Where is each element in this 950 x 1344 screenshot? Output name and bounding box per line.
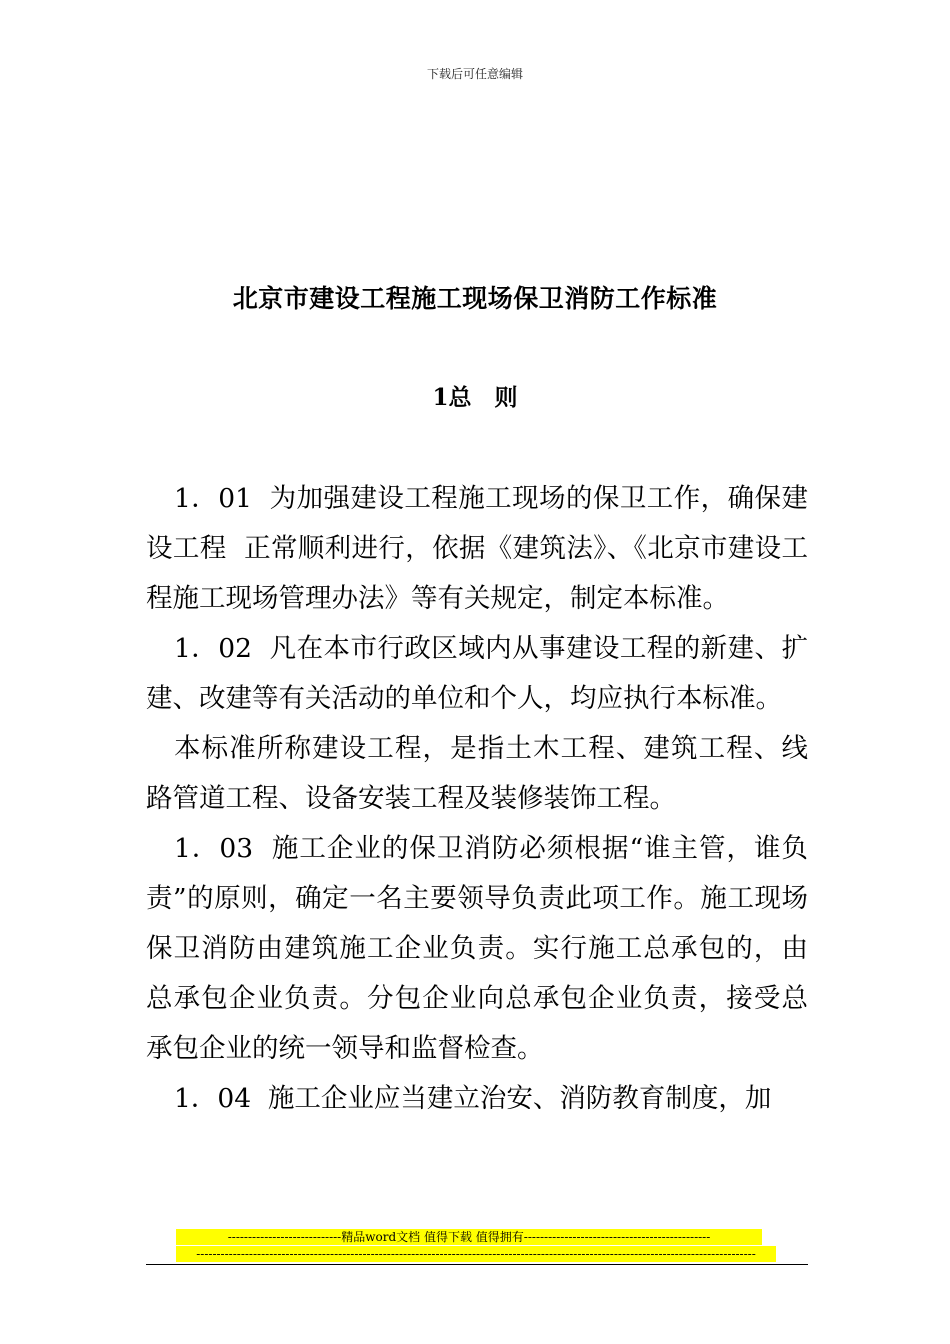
section-heading: 1总 则 (432, 384, 518, 411)
paragraph-1-01: 1．01 为加强建设工程施工现场的保卫工作，确保建设工程 正常顺利进行，依据《建筑法》、《北京市建设工程施工现场管理办法》等有关规定，制定本标准。 (146, 483, 808, 614)
page-header-note: 下载后可任意编辑 (426, 67, 523, 81)
paragraph-1-03: 1．03 施工企业的保卫消防必须根据“谁主管，谁负责”的原则，确定一名主要领导负责此项工作。施工现场保卫消防由建筑施工企业负责。实行施工总承包的，由总承包企业负责。分包企业向总承包企业负责，接受总承包企业的统一领导和监督检查。 (146, 833, 808, 1064)
footer-banner-line-1: ----------------------------精品word文档 值得下载 值得拥有---------------------------------------------- (176, 1229, 762, 1245)
paragraph-1-04: 1．04 施工企业应当建立治安、消防教育制度，加 (174, 1083, 772, 1114)
document-body (146, 474, 808, 1124)
footer-banner-line-2: ------------------------------------------------------------------------------------------------------------------------------------------ (176, 1246, 776, 1262)
paragraph-definition: 本标准所称建设工程，是指土木工程、建筑工程、线路管道工程、设备安装工程及装修装饰工程。 (146, 733, 808, 814)
document-title: 北京市建设工程施工现场保卫消防工作标准 (232, 284, 718, 313)
footer-rule (146, 1264, 808, 1265)
paragraph-1-02: 1．02 凡在本市行政区域内从事建设工程的新建、扩建、改建等有关活动的单位和个人，均应执行本标准。 (146, 633, 808, 714)
